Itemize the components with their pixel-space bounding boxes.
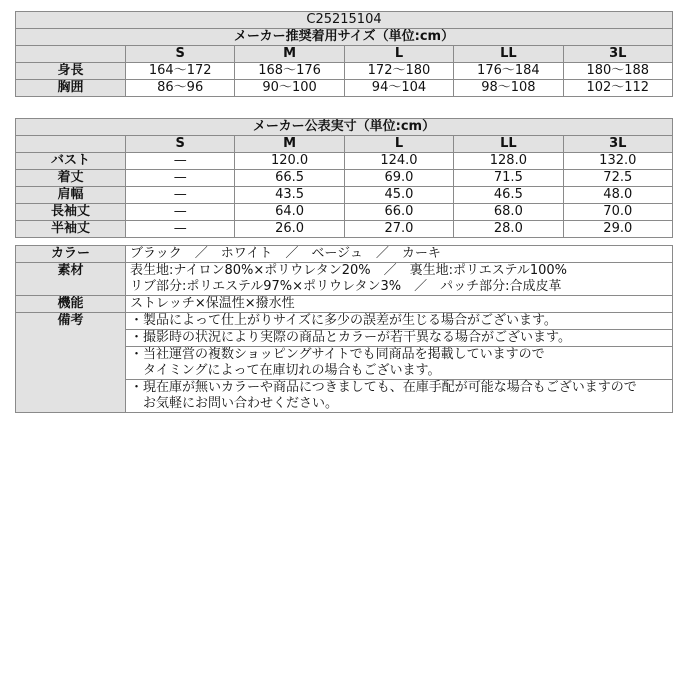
- cell-value: —: [126, 221, 235, 238]
- note-line: タイミングによって在庫切れの場合もございます。: [130, 363, 441, 378]
- row-label-bust: バスト: [16, 153, 126, 170]
- row-label-short-sleeve: 半袖丈: [16, 221, 126, 238]
- actual-size-table: [15, 118, 673, 238]
- detail-row-function: [16, 296, 673, 313]
- cell-value: 124.0: [344, 153, 453, 170]
- table-row: [16, 221, 673, 238]
- cell-value: 28.0: [454, 221, 563, 238]
- table-row: [16, 204, 673, 221]
- note-item: [126, 329, 672, 346]
- cell-value: 68.0: [454, 204, 563, 221]
- size-header: 3L: [563, 46, 672, 63]
- row-label-height: 身長: [16, 63, 126, 80]
- table-row: [16, 80, 673, 97]
- table-row: [16, 153, 673, 170]
- material-label: 素材: [16, 263, 126, 296]
- size-header: LL: [454, 46, 563, 63]
- note-line: お気軽にお問い合わせください。: [130, 396, 339, 411]
- row-label-shoulder: 肩幅: [16, 187, 126, 204]
- cell-value: 168～176: [235, 63, 344, 80]
- detail-row-notes: [16, 313, 673, 413]
- size-header: M: [235, 136, 344, 153]
- cell-value: 29.0: [563, 221, 672, 238]
- row-label-long-sleeve: 長袖丈: [16, 204, 126, 221]
- cell-value: 66.5: [235, 170, 344, 187]
- corner-cell: [16, 46, 126, 63]
- cell-value: 26.0: [235, 221, 344, 238]
- recommended-size-table: [15, 11, 673, 97]
- cell-value: —: [126, 187, 235, 204]
- cell-value: —: [126, 170, 235, 187]
- recommended-size-title: メーカー推奨着用サイズ（単位:cm）: [16, 29, 673, 46]
- cell-value: 72.5: [563, 170, 672, 187]
- row-label-length: 着丈: [16, 170, 126, 187]
- cell-value: 94～104: [344, 80, 453, 97]
- material-value: [126, 263, 673, 296]
- cell-value: 176～184: [454, 63, 563, 80]
- cell-value: 132.0: [563, 153, 672, 170]
- cell-value: —: [126, 204, 235, 221]
- size-header: L: [344, 136, 453, 153]
- note-line: ・撮影時の状況により実際の商品とカラーが若干異なる場合がございます。: [130, 330, 571, 345]
- material-line: リブ部分:ポリエステル97%×ポリウレタン3% ／ パッチ部分:合成皮革: [130, 279, 562, 294]
- cell-value: 70.0: [563, 204, 672, 221]
- corner-cell: [16, 136, 126, 153]
- note-item: [126, 313, 672, 329]
- cell-value: 43.5: [235, 187, 344, 204]
- size-header: LL: [454, 136, 563, 153]
- size-header: S: [126, 46, 235, 63]
- cell-value: 102～112: [563, 80, 672, 97]
- note-line: ・当社運営の複数ショッピングサイトでも同商品を掲載していますので: [130, 347, 545, 362]
- function-value: ストレッチ×保温性×撥水性: [126, 296, 673, 313]
- table-row: [16, 187, 673, 204]
- note-line: ・現在庫が無いカラーや商品につきましても、在庫手配が可能な場合もございますので: [130, 380, 637, 395]
- row-label-chest: 胸囲: [16, 80, 126, 97]
- cell-value: 172～180: [344, 63, 453, 80]
- cell-value: 128.0: [454, 153, 563, 170]
- cell-value: 98～108: [454, 80, 563, 97]
- note-item: [126, 346, 672, 379]
- material-line: 表生地:ナイロン80%×ポリウレタン20% ／ 裏生地:ポリエステル100%: [130, 263, 568, 278]
- notes-value: [126, 313, 673, 413]
- note-item: [126, 379, 672, 412]
- color-label: カラー: [16, 246, 126, 263]
- cell-value: —: [126, 153, 235, 170]
- size-header: S: [126, 136, 235, 153]
- cell-value: 69.0: [344, 170, 453, 187]
- cell-value: 48.0: [563, 187, 672, 204]
- product-details-table: [15, 245, 673, 413]
- table-row: [16, 170, 673, 187]
- cell-value: 27.0: [344, 221, 453, 238]
- notes-label: 備考: [16, 313, 126, 413]
- function-label: 機能: [16, 296, 126, 313]
- detail-row-color: [16, 246, 673, 263]
- cell-value: 90～100: [235, 80, 344, 97]
- product-code: C25215104: [16, 12, 673, 29]
- color-value: ブラック ／ ホワイト ／ ベージュ ／ カーキ: [126, 246, 673, 263]
- note-line: ・製品によって仕上がりサイズに多少の誤差が生じる場合がございます。: [130, 313, 557, 328]
- size-header: L: [344, 46, 453, 63]
- table-row: [16, 63, 673, 80]
- cell-value: 45.0: [344, 187, 453, 204]
- cell-value: 66.0: [344, 204, 453, 221]
- size-header: M: [235, 46, 344, 63]
- size-header: 3L: [563, 136, 672, 153]
- cell-value: 46.5: [454, 187, 563, 204]
- cell-value: 164～172: [126, 63, 235, 80]
- actual-size-title: メーカー公表実寸（単位:cm）: [16, 119, 673, 136]
- cell-value: 71.5: [454, 170, 563, 187]
- cell-value: 86～96: [126, 80, 235, 97]
- cell-value: 180～188: [563, 63, 672, 80]
- cell-value: 64.0: [235, 204, 344, 221]
- cell-value: 120.0: [235, 153, 344, 170]
- detail-row-material: [16, 263, 673, 296]
